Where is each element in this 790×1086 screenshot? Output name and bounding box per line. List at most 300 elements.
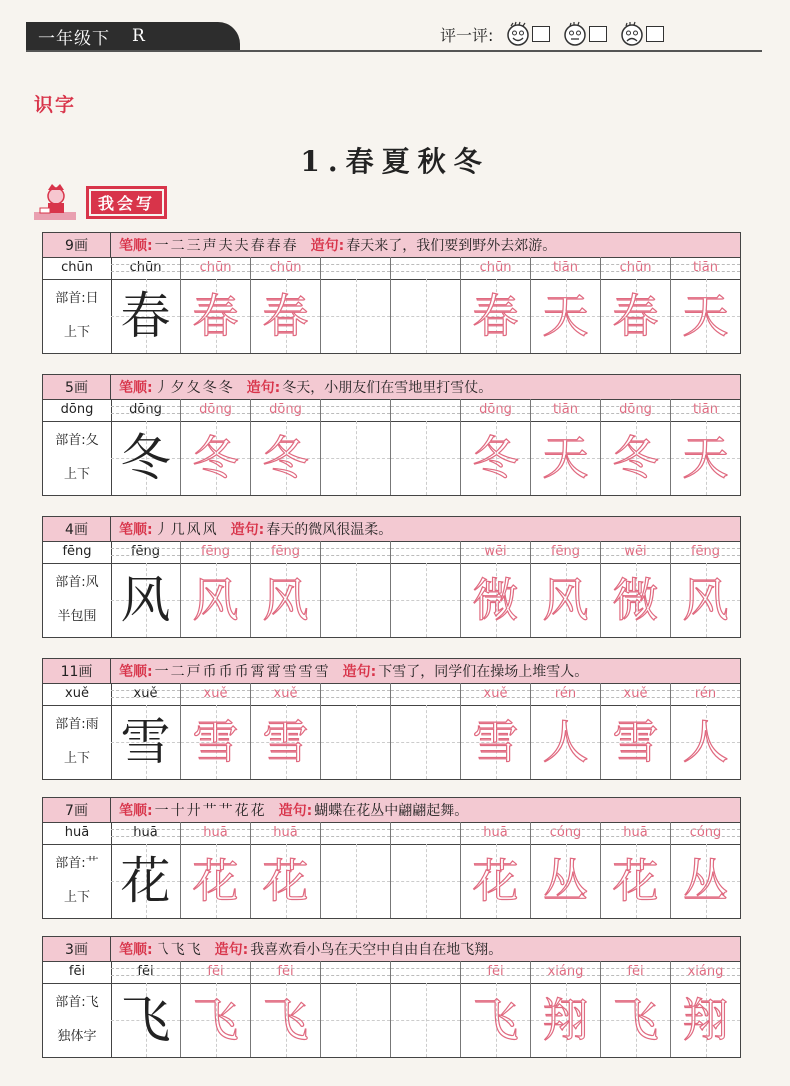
cell-character: 花 [612,854,659,908]
char-info [43,683,112,779]
cell-pinyin: dōng [269,402,302,417]
cell-character: 冬 [612,431,659,485]
writing-cell[interactable] [391,399,461,495]
cell-pinyin: tiān [553,260,578,275]
cell-character: 风 [120,571,171,629]
neutral-face-checkbox[interactable] [562,21,607,47]
practice-card [42,374,741,496]
cell-pinyin-line [531,399,600,422]
writing-cell[interactable] [251,257,321,353]
neutral-face-icon [562,21,588,47]
cell-pinyin: fēng [270,544,301,559]
cell-pinyin: tiān [693,402,718,417]
cell-tian-grid [251,421,320,495]
cell-pinyin: chūn [479,260,512,275]
cell-pinyin: cóng [689,825,722,840]
cell-tian-grid [531,705,600,779]
cell-pinyin: fēi [277,964,294,979]
cell-pinyin: huā [273,825,298,840]
writing-cell[interactable] [391,961,461,1057]
stroke-order-label: 笔顺: [119,664,153,680]
cell-pinyin: chūn [619,260,652,275]
writing-cell[interactable] [111,541,181,637]
writing-grid [111,257,740,353]
writing-cell[interactable] [391,822,461,918]
writing-cell[interactable] [181,683,251,779]
example-sentence: 春天的微风很温柔。 [266,522,393,538]
stroke-order-label: 笔顺: [119,803,153,819]
cell-tian-grid [111,844,180,918]
cell-pinyin-line [251,683,320,706]
writing-cell[interactable] [111,961,181,1057]
char-pinyin: fēi [43,961,111,984]
cell-character: 天 [542,289,589,343]
char-radical: 部首:日 [55,291,99,306]
cell-pinyin-line [251,541,320,564]
writing-cell[interactable] [671,399,740,495]
stroke-order-label: 笔顺: [119,942,153,958]
cell-tian-grid [601,279,670,353]
cell-pinyin-line [601,257,670,280]
cell-pinyin-line [391,683,460,706]
mascot-icon [30,182,82,222]
cell-character: 春 [612,289,659,343]
char-pinyin: dōng [43,399,111,422]
cell-pinyin-line [111,683,180,706]
cell-pinyin-line [601,683,670,706]
sentence-label: 造句: [278,803,313,819]
cell-pinyin: fēng [550,544,581,559]
cell-character: 雪 [262,715,309,769]
writing-cell[interactable] [181,541,251,637]
cell-pinyin: xuě [273,686,298,701]
cell-character: 风 [682,573,729,627]
cell-character: 雪 [120,713,171,771]
cell-tian-grid [251,563,320,637]
cell-character: 花 [120,852,171,910]
cell-pinyin-line [461,961,530,984]
stroke-order: 乁飞飞 [154,942,203,958]
writing-cell[interactable] [251,399,321,495]
cell-pinyin-line [181,399,250,422]
writing-cell[interactable] [601,683,671,779]
cell-pinyin: rén [554,686,577,701]
writing-cell[interactable] [461,683,531,779]
writing-cell[interactable] [251,822,321,918]
card-info-bar [43,517,740,542]
cell-pinyin-line [671,822,740,845]
cell-pinyin-line [181,822,250,845]
cell-pinyin-line [321,683,390,706]
cell-tian-grid [601,705,670,779]
cell-pinyin: chūn [199,260,232,275]
cell-tian-grid [461,421,530,495]
char-radical: 部首:风 [55,575,99,590]
happy-face-icon [505,21,531,47]
cell-pinyin-line [601,399,670,422]
writing-cell[interactable] [321,822,391,918]
cell-pinyin-line [251,399,320,422]
example-sentence: 蝴蝶在花丛中翩翩起舞。 [314,803,469,819]
section-label: 我会写 [86,186,167,219]
stroke-count: 7画 [43,798,111,822]
cell-tian-grid [391,844,460,918]
cell-pinyin-line [111,257,180,280]
lesson-title: 1.春夏秋冬 [300,145,490,178]
char-pinyin: xuě [43,683,111,706]
cell-tian-grid [251,983,320,1057]
writing-cell[interactable] [601,541,671,637]
cell-pinyin-line [461,541,530,564]
cell-character: 翔 [542,993,589,1047]
cell-pinyin: wēi [624,544,647,559]
writing-cell[interactable] [181,822,251,918]
cell-tian-grid [391,279,460,353]
cell-character: 冬 [192,431,239,485]
sentence-label: 造句: [230,522,265,538]
cell-character: 人 [682,715,729,769]
char-structure: 半包围 [57,609,97,624]
rating-area [440,18,664,50]
cell-pinyin: dōng [479,402,512,417]
cell-tian-grid [321,705,390,779]
cell-pinyin: rén [694,686,717,701]
card-info-bar [43,375,740,400]
stroke-order: 丿几风风 [154,522,219,538]
cell-tian-grid [181,983,250,1057]
cell-tian-grid [321,279,390,353]
cell-tian-grid [391,421,460,495]
cell-pinyin-line [671,257,740,280]
char-pinyin: fēng [43,541,111,564]
cell-pinyin: huā [623,825,648,840]
cell-character: 冬 [262,431,309,485]
cell-tian-grid [531,563,600,637]
cell-character: 天 [542,431,589,485]
cell-pinyin: cóng [549,825,582,840]
card-info-bar [43,233,740,258]
cell-character: 飞 [192,993,239,1047]
cell-tian-grid [461,279,530,353]
cell-tian-grid [321,563,390,637]
writing-cell[interactable] [391,541,461,637]
cell-pinyin-line [321,822,390,845]
sentence-label: 造句: [342,664,377,680]
writing-cell[interactable] [111,822,181,918]
example-sentence: 我喜欢看小鸟在天空中自由自在地飞翔。 [250,942,503,958]
cell-tian-grid [321,844,390,918]
writing-cell[interactable] [321,683,391,779]
cell-character: 丛 [542,854,589,908]
stroke-order: 一二戸币币币霄霄雪雪雪 [154,664,331,680]
writing-cell[interactable] [391,257,461,353]
writing-cell[interactable] [531,961,601,1057]
card-info-bar [43,659,740,684]
char-info [43,961,112,1057]
cell-tian-grid [461,563,530,637]
char-structure: 上下 [63,890,90,905]
cell-character: 人 [542,715,589,769]
cell-pinyin: dōng [199,402,232,417]
writing-cell[interactable] [321,399,391,495]
writing-cell[interactable] [601,257,671,353]
cell-pinyin-line [111,541,180,564]
writing-cell[interactable] [181,399,251,495]
cell-tian-grid [251,844,320,918]
cell-character: 微 [472,573,519,627]
cell-pinyin: xuě [133,686,158,701]
writing-cell[interactable] [111,683,181,779]
cell-pinyin-line [321,961,390,984]
cell-tian-grid [601,844,670,918]
writing-cell[interactable] [251,541,321,637]
cell-pinyin: tiān [553,402,578,417]
cell-pinyin-line [111,961,180,984]
writing-cell[interactable] [531,683,601,779]
cell-pinyin: xuě [623,686,648,701]
writing-cell[interactable] [321,961,391,1057]
unit-title: 识字 [34,94,77,116]
cell-tian-grid [671,279,740,353]
cell-tian-grid [531,983,600,1057]
writing-cell[interactable] [391,683,461,779]
writing-cell[interactable] [251,961,321,1057]
writing-cell[interactable] [461,961,531,1057]
cell-tian-grid [111,421,180,495]
stroke-count: 11画 [43,659,111,683]
writing-cell[interactable] [531,822,601,918]
cell-character: 天 [682,431,729,485]
writing-cell[interactable] [601,399,671,495]
writing-cell[interactable] [321,541,391,637]
cell-tian-grid [531,844,600,918]
cell-pinyin: xuě [203,686,228,701]
writing-cell[interactable] [601,961,671,1057]
cell-tian-grid [671,844,740,918]
cell-tian-grid [531,421,600,495]
char-radical: 部首:夂 [55,433,99,448]
char-pinyin: chūn [43,257,111,280]
edition-label: R [132,26,146,46]
cell-pinyin: dōng [619,402,652,417]
cell-pinyin-line [461,683,530,706]
cell-tian-grid [601,983,670,1057]
cell-character: 微 [612,573,659,627]
writing-cell[interactable] [671,683,740,779]
stroke-count: 4画 [43,517,111,541]
cell-pinyin: chūn [269,260,302,275]
stroke-count: 9画 [43,233,111,257]
writing-cell[interactable] [531,541,601,637]
cell-tian-grid [181,844,250,918]
cell-pinyin-line [391,822,460,845]
char-info [43,399,112,495]
cell-pinyin-line [391,257,460,280]
cell-pinyin-line [531,541,600,564]
cell-tian-grid [111,563,180,637]
cell-pinyin-line [601,541,670,564]
cell-tian-grid [391,705,460,779]
cell-tian-grid [671,705,740,779]
char-info [43,257,112,353]
cell-pinyin-line [251,822,320,845]
cell-tian-grid [531,279,600,353]
cell-tian-grid [181,705,250,779]
cell-tian-grid [181,421,250,495]
writing-cell[interactable] [111,399,181,495]
section-tag [30,182,167,222]
cell-pinyin: wēi [484,544,507,559]
practice-card [42,936,741,1058]
cell-character: 春 [120,287,171,345]
cell-pinyin: fēi [627,964,644,979]
cell-character: 春 [472,289,519,343]
stroke-order: 一二三声夫夫春春春 [154,238,299,254]
cell-character: 雪 [612,715,659,769]
cell-character: 雪 [192,715,239,769]
cell-character: 天 [682,289,729,343]
writing-cell[interactable] [671,257,740,353]
cell-pinyin: fēi [137,964,154,979]
cell-pinyin: xuě [483,686,508,701]
cell-pinyin-line [391,399,460,422]
writing-cell[interactable] [601,822,671,918]
cell-pinyin: fēng [200,544,231,559]
cell-tian-grid [601,563,670,637]
writing-cell[interactable] [111,257,181,353]
cell-pinyin: dōng [129,402,162,417]
stroke-order: 一十廾艹艹花花 [154,803,267,819]
stroke-order-label: 笔顺: [119,522,153,538]
writing-cell[interactable] [671,961,740,1057]
cell-tian-grid [671,563,740,637]
cell-tian-grid [111,983,180,1057]
cell-tian-grid [391,563,460,637]
cell-pinyin-line [531,961,600,984]
cell-character: 冬 [120,429,171,487]
cell-pinyin-line [391,961,460,984]
stroke-order: 丿夕夂冬冬 [154,380,235,396]
cell-pinyin: fēng [130,544,161,559]
char-info [43,822,112,918]
cell-tian-grid [391,983,460,1057]
writing-cell[interactable] [671,541,740,637]
sad-face-checkbox[interactable] [619,21,664,47]
cell-pinyin: tiān [693,260,718,275]
char-radical: 部首:雨 [55,717,99,732]
cell-pinyin-line [531,822,600,845]
cell-pinyin: xiáng [687,964,724,979]
cell-pinyin-line [531,683,600,706]
writing-grid [111,399,740,495]
cell-tian-grid [181,279,250,353]
cell-pinyin-line [321,257,390,280]
practice-card [42,516,741,638]
cell-character: 飞 [472,993,519,1047]
stroke-order-label: 笔顺: [119,380,153,396]
cell-pinyin-line [461,257,530,280]
sad-face-icon [619,21,645,47]
writing-cell[interactable] [461,541,531,637]
cell-pinyin-line [321,541,390,564]
cell-tian-grid [461,983,530,1057]
example-sentence: 冬天，小朋友们在雪地里打雪仗。 [282,380,493,396]
cell-pinyin-line [601,961,670,984]
cell-pinyin-line [251,257,320,280]
writing-cell[interactable] [461,257,531,353]
writing-grid [111,541,740,637]
writing-cell[interactable] [321,257,391,353]
grade-label: 一年级下 [38,28,110,49]
cell-tian-grid [111,705,180,779]
cell-pinyin-line [671,683,740,706]
writing-cell[interactable] [671,822,740,918]
cell-tian-grid [601,421,670,495]
cell-pinyin-line [671,399,740,422]
cell-pinyin-line [461,399,530,422]
practice-card [42,232,741,354]
cell-character: 翔 [682,993,729,1047]
writing-grid [111,683,740,779]
writing-cell[interactable] [181,961,251,1057]
cell-pinyin: fēng [690,544,721,559]
cell-character: 花 [192,854,239,908]
cell-pinyin-line [181,683,250,706]
writing-cell[interactable] [181,257,251,353]
cell-character: 冬 [472,431,519,485]
cell-tian-grid [671,983,740,1057]
cell-character: 花 [262,854,309,908]
cell-tian-grid [671,421,740,495]
char-radical: 部首:艹 [55,856,99,871]
stroke-count: 5画 [43,375,111,399]
cell-character: 飞 [120,991,171,1049]
writing-cell[interactable] [461,399,531,495]
writing-cell[interactable] [531,257,601,353]
card-info-bar [43,798,740,823]
cell-character: 雪 [472,715,519,769]
writing-grid [111,822,740,918]
cell-pinyin-line [671,541,740,564]
happy-face-checkbox[interactable] [505,21,550,47]
cell-character: 风 [542,573,589,627]
cell-character: 风 [192,573,239,627]
example-sentence: 下雪了，同学们在操场上堆雪人。 [378,664,589,680]
cell-tian-grid [321,983,390,1057]
cell-pinyin: huā [133,825,158,840]
writing-cell[interactable] [461,822,531,918]
writing-grid [111,961,740,1057]
writing-cell[interactable] [531,399,601,495]
cell-pinyin: xiáng [547,964,584,979]
cell-tian-grid [461,844,530,918]
cell-tian-grid [111,279,180,353]
cell-pinyin-line [531,257,600,280]
char-structure: 上下 [63,467,90,482]
cell-pinyin-line [391,541,460,564]
cell-pinyin-line [181,961,250,984]
practice-card [42,658,741,780]
writing-cell[interactable] [251,683,321,779]
practice-card [42,797,741,919]
cell-pinyin-line [181,257,250,280]
stroke-order-label: 笔顺: [119,238,153,254]
cell-character: 春 [192,289,239,343]
char-info [43,541,112,637]
cell-pinyin: huā [483,825,508,840]
char-structure: 独体字 [57,1029,97,1044]
header-divider [26,50,762,52]
